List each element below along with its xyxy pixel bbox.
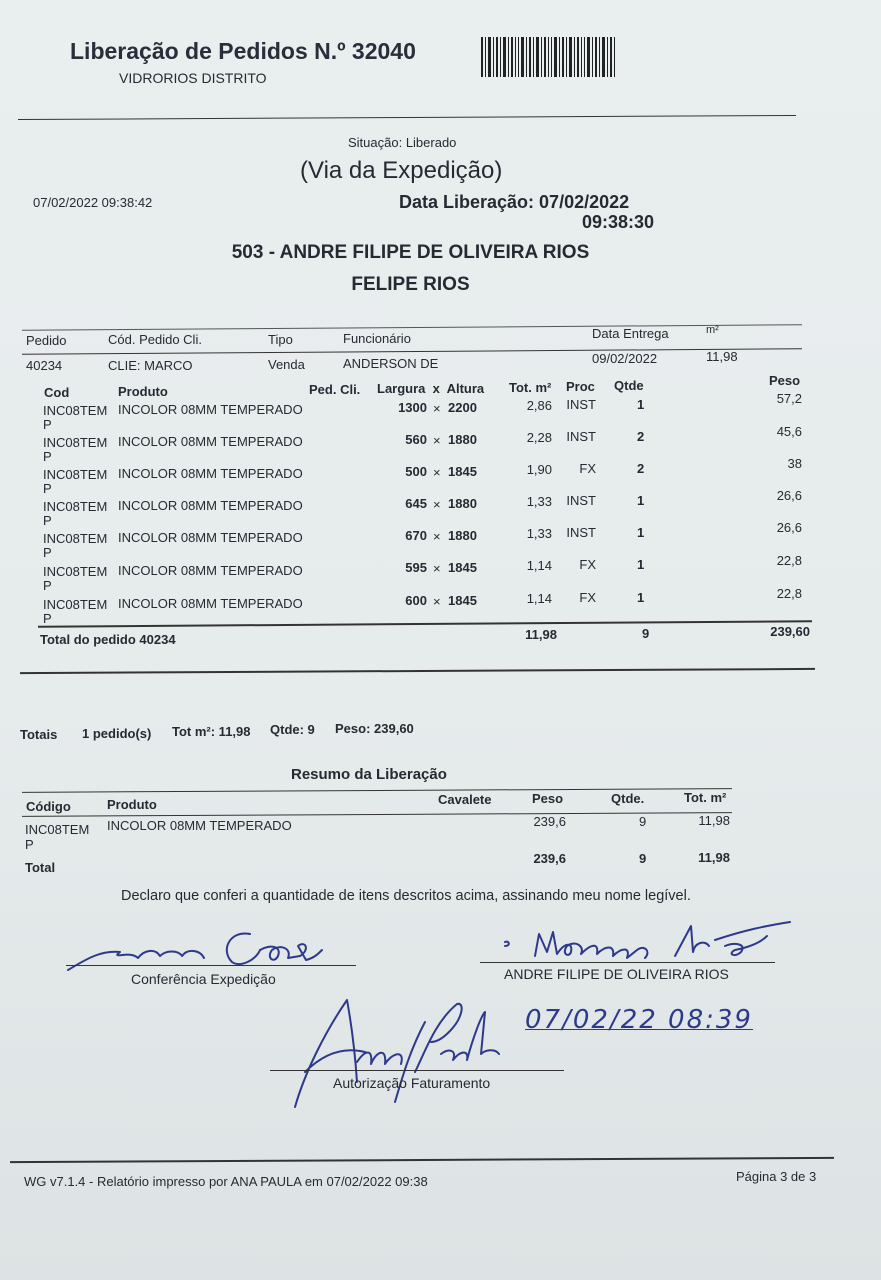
item-cod-suffix: P: [43, 417, 52, 432]
item-qtde: 1: [637, 590, 645, 605]
order-total-peso: 239,60: [770, 624, 810, 639]
item-qtde: 1: [637, 397, 645, 412]
item-altura: 1845: [448, 464, 477, 479]
item-produto: INCOLOR 08MM TEMPERADO: [118, 498, 303, 513]
item-peso: 45,6: [776, 424, 802, 439]
order-m2-value: 11,98: [706, 349, 738, 364]
client-alias: FELIPE RIOS: [351, 274, 470, 295]
resumo-total-tot-m2: 11,98: [698, 850, 730, 865]
item-x: ×: [433, 529, 441, 544]
item-x: ×: [433, 497, 441, 512]
signature-autorizacao: [285, 992, 515, 1112]
item-produto: INCOLOR 08MM TEMPERADO: [118, 530, 303, 545]
resumo-qtde: 9: [639, 814, 647, 829]
item-tot-m2: 2,86: [526, 398, 552, 413]
item-cod: INC08TEM: [43, 597, 108, 612]
item-altura: 2200: [448, 400, 477, 415]
item-largura: 645: [405, 496, 427, 511]
conferencia-label: Conferência Expedição: [131, 971, 276, 987]
item-altura: 1880: [448, 496, 477, 511]
item-cod-suffix: P: [43, 513, 52, 528]
footer-divider: [10, 1157, 834, 1163]
item-peso: 38: [787, 456, 802, 471]
item-peso: 26,6: [776, 488, 802, 503]
items-col-proc: Proc: [566, 379, 595, 394]
items-col-tot-m2: Tot. m²: [509, 380, 552, 395]
order-total-m2: 11,98: [525, 627, 557, 642]
barcode-icon: [481, 37, 615, 77]
resumo-col-tot-m2: Tot. m²: [684, 790, 727, 805]
item-proc: INST: [566, 493, 596, 508]
signature-line-conferencia: [66, 965, 356, 966]
resumo-total-qtde: 9: [639, 851, 647, 866]
resumo-tot-m2: 11,98: [698, 813, 730, 828]
item-proc: FX: [579, 590, 596, 605]
item-qtde: 1: [637, 557, 645, 572]
item-peso: 26,6: [776, 520, 802, 535]
items-col-largura-altura: Largura x Altura: [377, 381, 485, 396]
item-largura: 560: [405, 432, 427, 447]
release-time: 09:38:30: [582, 212, 655, 232]
col-data-entrega: Data Entrega: [592, 326, 669, 341]
col-funcionario: Funcionário: [343, 331, 411, 346]
col-cod-pedido-cli: Cód. Pedido Cli.: [108, 332, 202, 347]
release-date: Data Liberação: 07/02/2022: [399, 192, 630, 212]
order-cod-cli-value: CLIE: MARCO: [108, 358, 193, 373]
items-col-produto: Produto: [118, 384, 168, 399]
item-altura: 1845: [448, 560, 477, 575]
company-name: VIDRORIOS DISTRITO: [119, 70, 267, 86]
item-cod: INC08TEM: [43, 435, 108, 450]
item-altura: 1845: [448, 593, 477, 608]
status-label: Situação: Liberado: [348, 135, 457, 150]
item-proc: FX: [579, 461, 596, 476]
item-largura: 500: [405, 464, 427, 479]
resumo-total-peso: 239,6: [533, 851, 566, 866]
totais-m2: Tot m²: 11,98: [172, 724, 251, 739]
item-x: ×: [433, 401, 441, 416]
item-peso: 57,2: [776, 391, 802, 406]
item-x: ×: [433, 561, 441, 576]
item-cod: INC08TEM: [43, 499, 108, 514]
copy-type: (Via da Expedição): [300, 157, 503, 184]
item-largura: 600: [405, 593, 427, 608]
item-produto: INCOLOR 08MM TEMPERADO: [118, 434, 303, 449]
totais-label: Totais: [20, 727, 58, 742]
item-produto: INCOLOR 08MM TEMPERADO: [118, 563, 303, 578]
item-cod: INC08TEM: [43, 564, 108, 579]
item-tot-m2: 1,33: [526, 526, 552, 541]
totais-qtde: Qtde: 9: [270, 722, 315, 737]
item-qtde: 1: [637, 525, 645, 540]
item-largura: 670: [405, 528, 427, 543]
order-tipo-value: Venda: [268, 357, 305, 372]
item-tot-m2: 1,14: [526, 591, 552, 606]
resumo-col-qtde: Qtde.: [611, 791, 645, 806]
resumo-col-peso: Peso: [532, 791, 564, 806]
item-peso: 22,8: [776, 586, 802, 601]
order-funcionario-value: ANDERSON DE: [343, 356, 439, 371]
item-cod-suffix: P: [43, 611, 52, 626]
order-pedido-value: 40234: [26, 358, 63, 373]
item-proc: FX: [579, 557, 596, 572]
signature-line-client: [480, 962, 775, 963]
item-altura: 1880: [448, 528, 477, 543]
footer-page-number: Página 3 de 3: [736, 1169, 817, 1184]
client-name: 503 - ANDRE FILIPE DE OLIVEIRA RIOS: [231, 242, 590, 263]
item-tot-m2: 2,28: [526, 430, 552, 445]
item-largura: 1300: [398, 400, 427, 415]
resumo-total-label: Total: [25, 860, 56, 875]
item-tot-m2: 1,14: [526, 558, 552, 573]
items-col-peso: Peso: [769, 373, 801, 388]
item-cod-suffix: P: [43, 449, 52, 464]
order-total-divider: [38, 620, 812, 627]
col-tipo: Tipo: [268, 332, 293, 347]
item-qtde: 1: [637, 493, 645, 508]
items-col-ped-cli: Ped. Cli.: [309, 382, 361, 397]
order-total-qtde: 9: [642, 626, 650, 641]
handwritten-date: 07/02/22 08:39: [525, 1005, 753, 1035]
item-produto: INCOLOR 08MM TEMPERADO: [118, 466, 303, 481]
item-produto: INCOLOR 08MM TEMPERADO: [118, 402, 303, 417]
client-signature-name: ANDRE FILIPE DE OLIVEIRA RIOS: [504, 966, 729, 982]
totais-pedidos: 1 pedido(s): [82, 726, 152, 741]
signature-line-autorizacao: [270, 1070, 564, 1071]
order-data-entrega-value: 09/02/2022: [592, 351, 658, 366]
order-header-divider: [22, 348, 802, 354]
resumo-codigo-suffix: P: [25, 837, 34, 852]
item-proc: INST: [566, 525, 596, 540]
item-x: ×: [433, 594, 441, 609]
print-timestamp: 07/02/2022 09:38:42: [33, 195, 153, 210]
resumo-col-cavalete: Cavalete: [438, 792, 492, 807]
items-col-qtde: Qtde: [614, 378, 644, 393]
resumo-codigo: INC08TEM: [25, 822, 90, 837]
item-peso: 22,8: [776, 553, 802, 568]
item-cod-suffix: P: [43, 545, 52, 560]
item-cod-suffix: P: [43, 481, 52, 496]
item-proc: INST: [566, 429, 596, 444]
order-end-divider: [20, 668, 815, 674]
item-tot-m2: 1,90: [526, 462, 552, 477]
col-pedido: Pedido: [26, 333, 67, 348]
item-x: ×: [433, 433, 441, 448]
header-divider: [18, 115, 796, 120]
autorizacao-label: Autorização Faturamento: [333, 1075, 491, 1091]
resumo-title: Resumo da Liberação: [291, 766, 447, 783]
declaration-text: Declaro que conferi a quantidade de itens descritos acima, assinando meu nome legível.: [121, 888, 691, 904]
totais-peso: Peso: 239,60: [335, 721, 414, 736]
item-produto: INCOLOR 08MM TEMPERADO: [118, 596, 303, 611]
order-top-divider: [22, 324, 802, 330]
item-qtde: 2: [637, 461, 645, 476]
item-largura: 595: [405, 560, 427, 575]
item-tot-m2: 1,33: [526, 494, 552, 509]
resumo-header-divider: [22, 812, 732, 817]
resumo-produto: INCOLOR 08MM TEMPERADO: [107, 818, 292, 833]
resumo-col-produto: Produto: [107, 797, 157, 812]
item-altura: 1880: [448, 432, 477, 447]
item-cod: INC08TEM: [43, 531, 108, 546]
item-cod: INC08TEM: [43, 467, 108, 482]
order-total-label: Total do pedido 40234: [40, 632, 176, 647]
footer-printed-by: WG v7.1.4 - Relatório impresso por ANA PAULA em 07/02/2022 09:38: [24, 1174, 428, 1189]
resumo-col-codigo: Código: [26, 799, 71, 814]
item-proc: INST: [566, 397, 596, 412]
items-col-cod: Cod: [44, 385, 70, 400]
col-m2: m²: [706, 324, 719, 336]
resumo-peso: 239,6: [533, 814, 566, 829]
item-qtde: 2: [637, 429, 645, 444]
item-cod: INC08TEM: [43, 403, 108, 418]
document-title: Liberação de Pedidos N.º 32040: [70, 38, 416, 64]
item-cod-suffix: P: [43, 578, 52, 593]
item-x: ×: [433, 465, 441, 480]
